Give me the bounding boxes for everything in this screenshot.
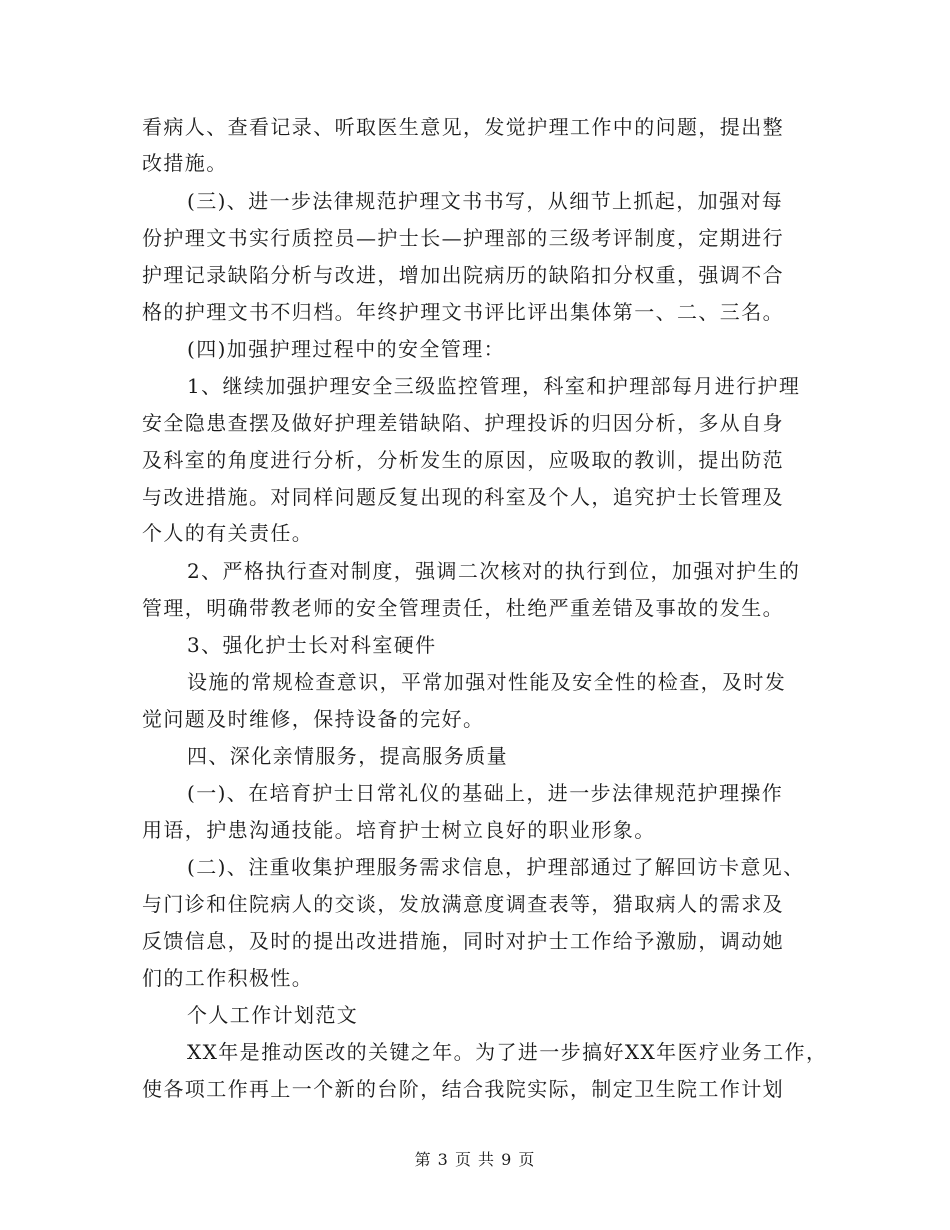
text-line: 与改进措施。对同样问题反复出现的科室及个人，追究护士长管理及 [142,485,784,509]
text-line: 们的工作积极性。 [142,966,314,990]
text-line: 使各项工作再上一个新的台阶，结合我院实际，制定卫生院工作计划 [142,1077,784,1101]
text-line: 及科室的角度进行分析，分析发生的原因，应吸取的教训，提出防范 [142,448,784,472]
text-line: 管理，明确带教老师的安全管理责任，杜绝严重差错及事故的发生。 [142,596,784,620]
text-line: (三)、进一步法律规范护理文书书写，从细节上抓起，加强对每 [187,189,784,213]
text-line: XX年是推动医改的关键之年。为了进一步搞好XX年医疗业务工作， [187,1040,828,1064]
text-line: 改措施。 [142,151,228,175]
text-line: 看病人、查看记录、听取医生意见，发觉护理工作中的问题，提出整 [142,115,784,139]
text-line: 四、深化亲情服务，提高服务质量 [187,744,508,768]
text-line: 觉问题及时维修，保持设备的完好。 [142,707,485,731]
text-line: 2、严格执行查对制度，强调二次核对的执行到位，加强对护生的 [187,559,801,583]
text-line: (四)加强护理过程中的安全管理： [187,337,506,361]
text-line: 与门诊和住院病人的交谈，发放满意度调查表等，猎取病人的需求及 [142,892,784,916]
text-line: 个人的有关责任。 [142,521,314,545]
section-heading: 个人工作计划范文 [187,1003,359,1027]
text-line: 反馈信息，及时的提出改进措施，同时对护士工作给予激励，调动她 [142,929,784,953]
text-line: 设施的常规检查意识，平常加强对性能及安全性的检查，及时发 [187,670,787,694]
text-line: (一)、在培育护士日常礼仪的基础上，进一步法律规范护理操作 [187,781,784,805]
text-line: 安全隐患查摆及做好护理差错缺陷、护理投诉的归因分析，多从自身 [142,411,784,435]
text-line: 3、强化护士长对科室硬件 [187,633,437,657]
page-number-footer: 第 3 页 共 9 页 [414,1150,536,1169]
text-line: 护理记录缺陷分析与改进，增加出院病历的缺陷扣分权重，强调不合 [142,263,784,287]
text-line: (二)、注重收集护理服务需求信息，护理部通过了解回访卡意见、 [187,855,805,879]
text-line: 用语，护患沟通技能。培育护士树立良好的职业形象。 [142,818,656,842]
text-line: 份护理文书实行质控员—护士长—护理部的三级考评制度，定期进行 [142,226,784,250]
text-line: 1、继续加强护理安全三级监控管理，科室和护理部每月进行护理 [187,374,801,398]
text-line: 格的护理文书不归档。年终护理文书评比评出集体第一、二、三名。 [142,300,784,324]
